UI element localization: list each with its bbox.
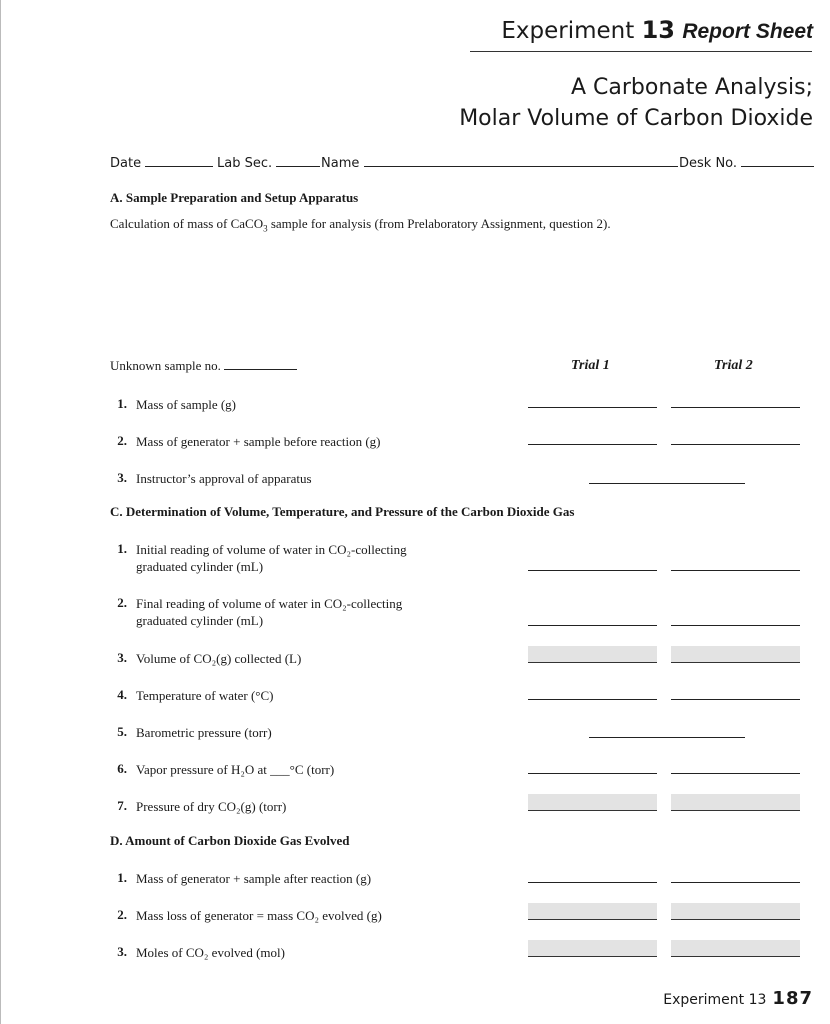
item-c3-label: Volume of CO₂(g) collected (L): [136, 651, 302, 666]
item-c4-trial2-line[interactable]: [671, 699, 800, 700]
item-c3-trial2-shaded-field[interactable]: [671, 646, 800, 663]
item-d2-trial2-shaded-field[interactable]: [671, 903, 800, 920]
lab-sec-field[interactable]: [217, 155, 320, 171]
item-c6-trial1-line[interactable]: [528, 773, 657, 774]
name-field[interactable]: [321, 155, 678, 171]
experiment-label: Experiment: [501, 18, 635, 44]
item-c6-number: 6.: [117, 761, 127, 776]
item-c1-number: 1.: [117, 541, 127, 556]
item-d3-trial1-shaded-field[interactable]: [528, 940, 657, 957]
item-c2-label: Final reading of volume of water in CO₂-collecting graduated cylinder (mL): [136, 596, 403, 628]
item-c7-label: Pressure of dry CO₂(g) (torr): [136, 799, 287, 814]
item-c1-trial2-line[interactable]: [671, 570, 800, 571]
item-c7-trial1-shaded-field[interactable]: [528, 794, 657, 811]
section-d-title: D. Amount of Carbon Dioxide Gas Evolved: [110, 833, 350, 848]
item-b2-trial2-line[interactable]: [671, 444, 800, 445]
item-d2-label: Mass loss of generator = mass CO₂ evolved (g): [136, 908, 382, 923]
item-b1-trial2-line[interactable]: [671, 407, 800, 408]
item-d1-number: 1.: [117, 870, 127, 885]
section-a-calculation-text: Calculation of mass of CaCO$_3$ sample for analysis (from Prelaboratory Assignment, question 2).: [110, 216, 611, 234]
unknown-sample-input-line[interactable]: [224, 358, 297, 370]
item-c6-trial2-line[interactable]: [671, 773, 800, 774]
name-label: Name: [321, 156, 360, 171]
item-c4-number: 4.: [117, 687, 127, 702]
subtitle-line-1: A Carbonate Analysis;: [571, 75, 813, 100]
footer-label: Experiment 13: [663, 992, 767, 1008]
unknown-sample-label: Unknown sample no.: [110, 358, 221, 373]
date-label: Date: [110, 156, 142, 171]
item-c2-number: 2.: [117, 595, 127, 610]
item-c4-trial1-line[interactable]: [528, 699, 657, 700]
subtitle-line-2: Molar Volume of Carbon Dioxide: [459, 106, 813, 131]
desk-no-input-line[interactable]: [741, 155, 814, 167]
lab-sec-label: Lab Sec.: [217, 156, 273, 171]
item-c5-label: Barometric pressure (torr): [136, 725, 272, 740]
item-d2-number: 2.: [117, 907, 127, 922]
item-b1-trial1-line[interactable]: [528, 407, 657, 408]
item-d1-trial1-line[interactable]: [528, 882, 657, 883]
item-d3-trial2-shaded-field[interactable]: [671, 940, 800, 957]
desk-no-field[interactable]: [679, 155, 814, 171]
lab-sec-input-line[interactable]: [276, 155, 320, 167]
item-b1-number: 1.: [117, 396, 127, 411]
date-input-line[interactable]: [145, 155, 213, 167]
item-d3-number: 3.: [117, 944, 127, 959]
item-c1-label: Initial reading of volume of water in CO₂-collecting graduated cylinder (mL): [136, 542, 407, 574]
item-b2-number: 2.: [117, 433, 127, 448]
page-number: 187: [772, 988, 813, 1009]
experiment-title: [501, 16, 813, 44]
trial-1-header: Trial 1: [571, 358, 610, 373]
report-sheet-label: Report Sheet: [682, 20, 813, 43]
item-c7-trial2-shaded-field[interactable]: [671, 794, 800, 811]
item-c1-trial1-line[interactable]: [528, 570, 657, 571]
item-d1-label: Mass of generator + sample after reaction (g): [136, 871, 372, 886]
item-d3-label: Moles of CO₂ evolved (mol): [136, 945, 285, 960]
item-b2-trial1-line[interactable]: [528, 444, 657, 445]
page-footer: [663, 988, 813, 1009]
item-c3-trial1-shaded-field[interactable]: [528, 646, 657, 663]
item-d2-trial1-shaded-field[interactable]: [528, 903, 657, 920]
name-input-line[interactable]: [364, 155, 678, 167]
item-c3-number: 3.: [117, 650, 127, 665]
item-c6-label: Vapor pressure of H₂O at ___°C (torr): [136, 762, 335, 777]
item-c5-pressure-line[interactable]: [589, 737, 745, 738]
item-c2-trial1-line[interactable]: [528, 625, 657, 626]
experiment-number: 13: [641, 16, 675, 44]
page-subtitle: [459, 72, 813, 134]
section-c-title: C. Determination of Volume, Temperature, and Pressure of the Carbon Dioxide Gas: [110, 504, 575, 519]
unknown-sample-field[interactable]: [110, 358, 297, 374]
section-a-title: A. Sample Preparation and Setup Apparatus: [110, 190, 359, 205]
item-b3-label: Instructor’s approval of apparatus: [136, 471, 312, 486]
item-b3-approval-line[interactable]: [589, 483, 745, 484]
title-rule: [470, 51, 812, 52]
item-c2-trial2-line[interactable]: [671, 625, 800, 626]
item-c5-number: 5.: [117, 724, 127, 739]
desk-no-label: Desk No.: [679, 156, 738, 171]
item-b2-label: Mass of generator + sample before reaction (g): [136, 434, 381, 449]
item-d1-trial2-line[interactable]: [671, 882, 800, 883]
item-b3-number: 3.: [117, 470, 127, 485]
page-edge: [0, 0, 1, 1024]
trial-2-header: Trial 2: [714, 358, 753, 373]
item-c7-number: 7.: [117, 798, 127, 813]
date-field[interactable]: [110, 155, 213, 171]
item-b1-label: Mass of sample (g): [136, 397, 237, 412]
item-c4-label: Temperature of water (°C): [136, 688, 274, 703]
